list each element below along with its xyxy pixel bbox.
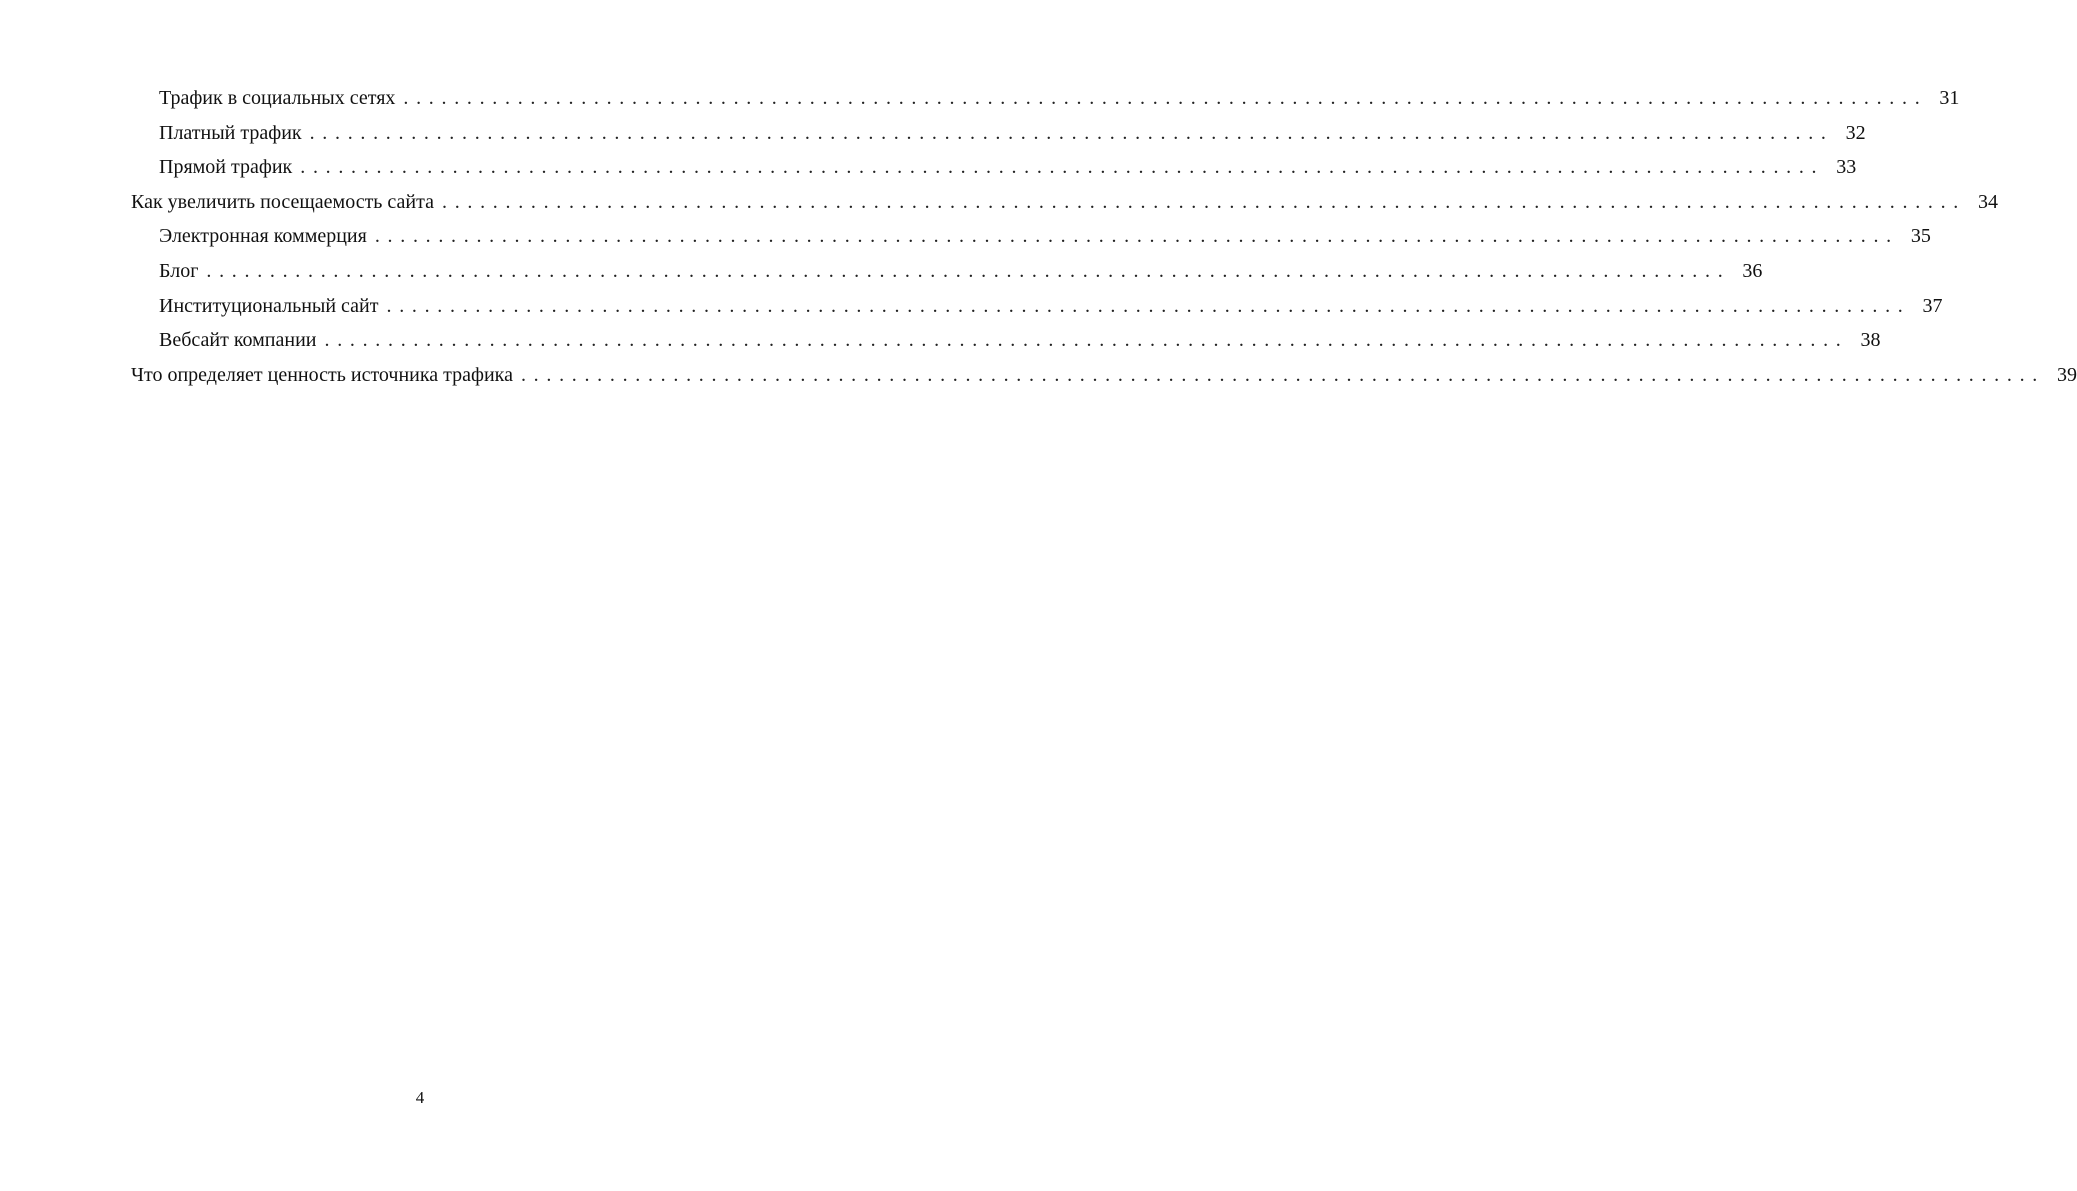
toc-dot-leader: ........................................................................................................................ [309, 121, 1834, 144]
toc-entry[interactable] [131, 116, 1866, 151]
toc-entry-title: Институциональный сайт [159, 294, 379, 317]
toc-dot-leader: ........................................................................................................................ [206, 259, 1731, 282]
toc-entry-title: Вебсайт компании [159, 329, 317, 352]
toc-dot-leader: ........................................................................................................................ [374, 225, 1899, 248]
page-number: 4 [415, 1088, 425, 1107]
toc-dot-leader: ........................................................................................................................ [324, 329, 1849, 352]
toc-entry[interactable] [131, 289, 1943, 324]
toc-entry-title: Электронная коммерция [159, 225, 367, 248]
toc-entry[interactable] [131, 219, 1931, 254]
toc-entry-title: Трафик в социальных сетях [159, 87, 396, 109]
toc-dot-leader: ........................................................................................................................ [403, 87, 1928, 109]
toc-entry[interactable] [131, 185, 1998, 220]
toc-entry[interactable] [131, 358, 2077, 393]
table-of-contents [131, 81, 2077, 392]
toc-entry-page: 34 [1978, 190, 1998, 213]
toc-entry-page: 31 [1939, 87, 1960, 109]
toc-entry-page: 39 [2056, 363, 2077, 386]
toc-entry-title: Блог [159, 259, 199, 282]
toc-dot-leader: ........................................................................................................................ [442, 190, 1966, 213]
toc-entry[interactable] [131, 254, 1763, 289]
toc-entry-page: 36 [1742, 259, 1763, 282]
toc-entry-title: Что определяет ценность источника трафика [131, 363, 513, 386]
toc-entry-page: 38 [1860, 329, 1881, 352]
toc-dot-leader: ........................................................................................................................ [520, 363, 2045, 386]
toc-entry[interactable] [131, 323, 1881, 358]
toc-entry-title: Как увеличить посещаемость сайта [131, 190, 434, 213]
toc-entry-page: 32 [1845, 121, 1866, 144]
toc-entry-page: 37 [1922, 294, 1943, 317]
toc-dot-leader: ........................................................................................................................ [386, 294, 1911, 317]
toc-entry-page: 33 [1836, 156, 1857, 179]
toc-entry-page: 35 [1910, 225, 1931, 248]
toc-entry[interactable] [131, 81, 1960, 116]
toc-entry[interactable] [131, 150, 1857, 185]
toc-entry-title: Платный трафик [159, 121, 302, 144]
toc-entry-title: Прямой трафик [159, 156, 293, 179]
toc-dot-leader: ........................................................................................................................ [300, 156, 1825, 179]
